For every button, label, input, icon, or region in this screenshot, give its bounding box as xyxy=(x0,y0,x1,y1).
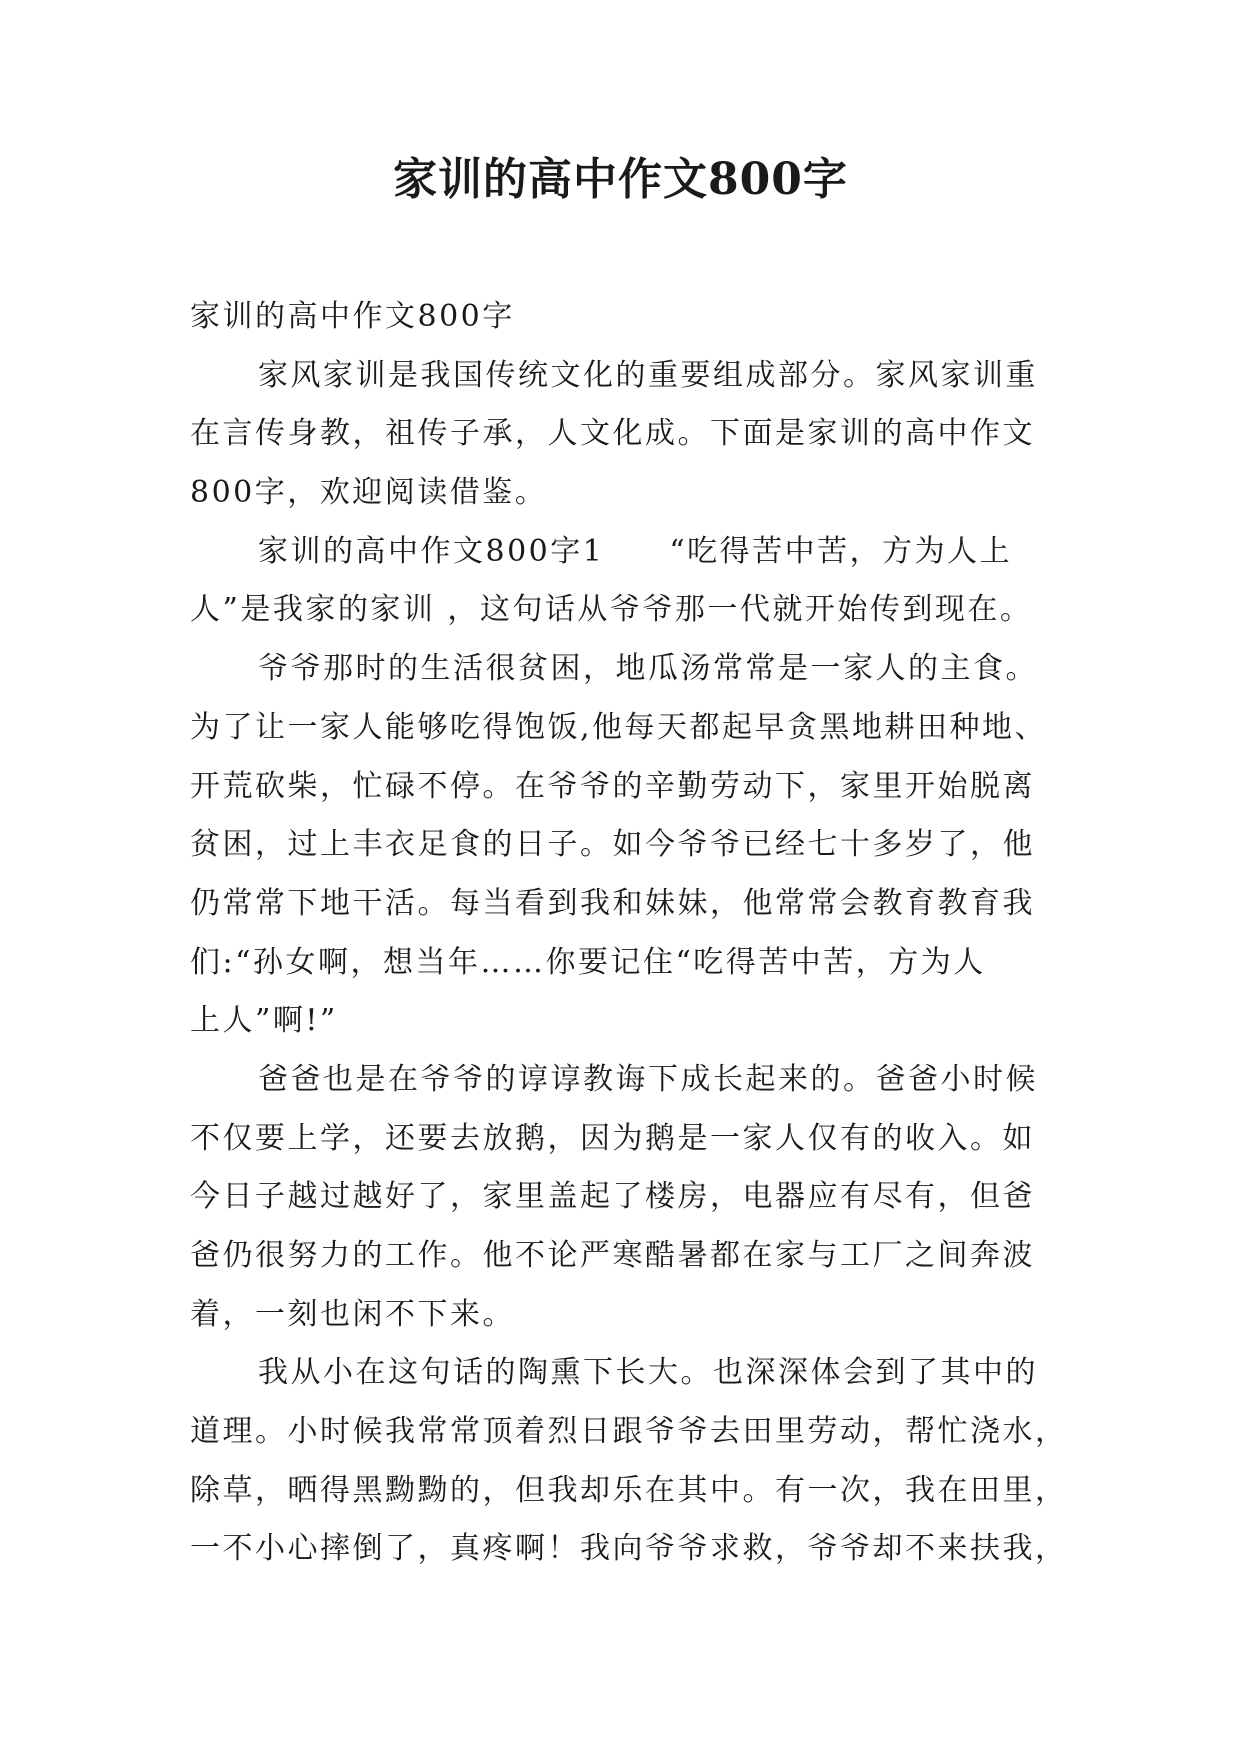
text-line: 在言传身教，祖传子承，人文化成。下面是家训的高中作文 xyxy=(190,416,1035,452)
text-line: 贫困，过上丰衣足食的日子。如今爷爷已经七十多岁了，他 xyxy=(190,827,1035,863)
text-line: 今日子越过越好了，家里盖起了楼房，电器应有尽有，但爸 xyxy=(190,1179,1035,1215)
text-line: 道理。小时候我常常顶着烈日跟爷爷去田里劳动，帮忙浇水， xyxy=(190,1414,1068,1450)
text-line: 着，一刻也闲不下来。 xyxy=(190,1296,515,1332)
text-line: 800字，欢迎阅读借鉴。 xyxy=(190,475,548,511)
text-line: 爸爸也是在爷爷的谆谆教诲下成长起来的。爸爸小时候 xyxy=(258,1061,1038,1097)
text-line: 仍常常下地干活。每当看到我和妹妹，他常常会教育教育我 xyxy=(190,885,1035,921)
text-line: 家训的高中作文800字 xyxy=(190,299,515,334)
document-title: 家训的高中作文800字 xyxy=(393,154,848,205)
text-line: 除草，晒得黑黝黝的，但我却乐在其中。有一次，我在田里， xyxy=(190,1472,1068,1508)
text-line: 开荒砍柴，忙碌不停。在爷爷的辛勤劳动下，家里开始脱离 xyxy=(190,768,1035,804)
text-line: 上人”啊!” xyxy=(190,1003,338,1039)
text-line: 爷爷那时的生活很贫困，地瓜汤常常是一家人的主食。 xyxy=(258,651,1038,687)
text-line: 家训的高中作文800字1 “吃得苦中苦，方为人上 xyxy=(258,533,1013,569)
text-line: 人”是我家的家训 ，这句话从爷爷那一代就开始传到现在。 xyxy=(190,592,1033,628)
document-body xyxy=(190,288,1068,1579)
text-line: 一不小心摔倒了，真疼啊！我向爷爷求救，爷爷却不来扶我， xyxy=(190,1531,1068,1567)
text-line: 为了让一家人能够吃得饱饭,他每天都起早贪黑地耕田种地、 xyxy=(190,709,1048,745)
text-line: 不仅要上学，还要去放鹅，因为鹅是一家人仅有的收入。如 xyxy=(190,1120,1035,1156)
text-line: 爸仍很努力的工作。他不论严寒酷暑都在家与工厂之间奔波 xyxy=(190,1238,1035,1273)
text-line: 我从小在这句话的陶熏下长大。也深深体会到了其中的 xyxy=(258,1355,1038,1391)
text-line: 家风家训是我国传统文化的重要组成部分。家风家训重 xyxy=(258,357,1038,393)
text-line: 们:“孙女啊，想当年……你要记住“吃得苦中苦，方为人 xyxy=(190,944,986,980)
